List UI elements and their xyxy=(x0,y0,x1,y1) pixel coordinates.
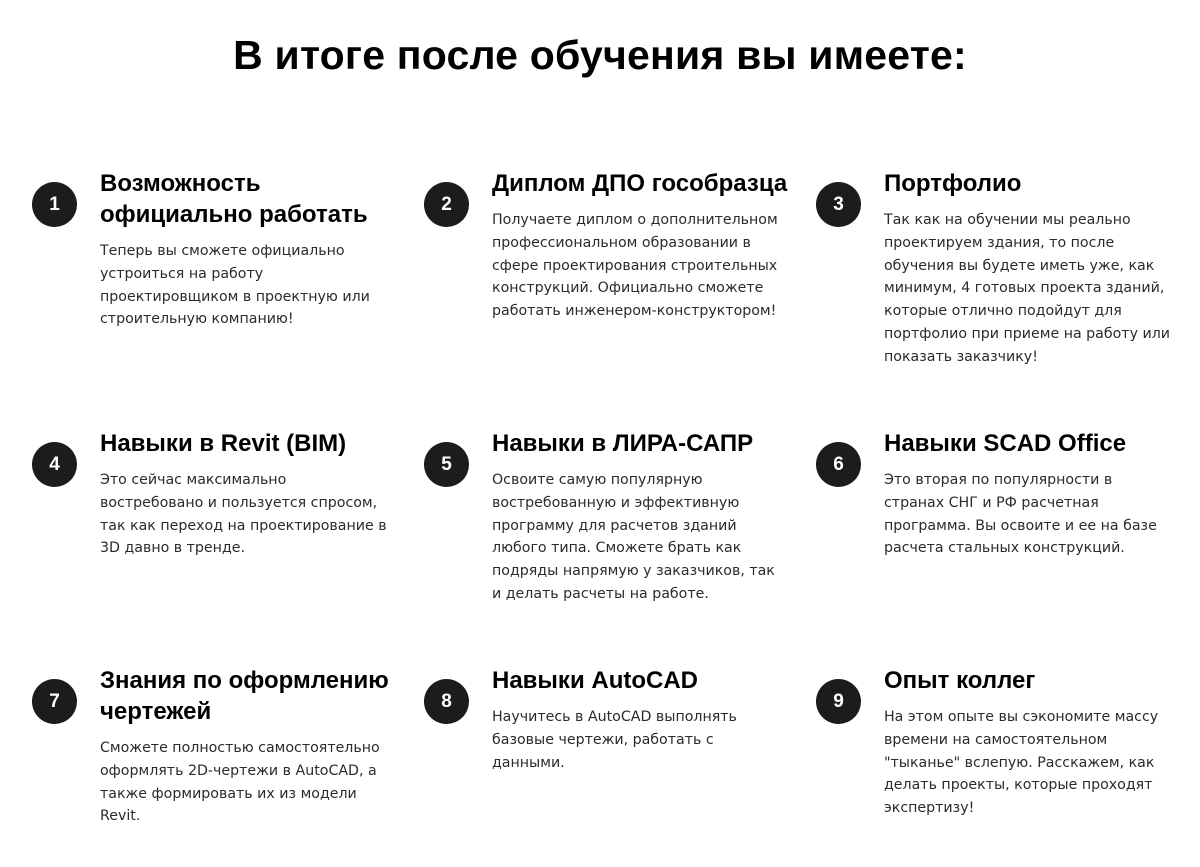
benefit-description: Это сейчас максимально востребовано и пользуется спросом, так как переход на проектирование в 3D давно в тренде. xyxy=(100,472,387,557)
benefit-title: Возможность официально работать xyxy=(100,170,368,228)
benefit-description: Научитесь в AutoCAD выполнять базовые чертежи, работать с данными. xyxy=(492,709,737,771)
benefit-title: Диплом ДПО гособразца xyxy=(492,170,788,197)
number-badge: 4 xyxy=(32,442,77,487)
page-title: В итоге после обучения вы имеете: xyxy=(233,32,967,78)
benefit-item-5 xyxy=(441,430,792,606)
benefit-item-8 xyxy=(441,667,792,774)
number-badge: 8 xyxy=(424,679,469,724)
benefit-description: Так как на обучении мы реально проектируем здания, то после обучения вы будете иметь уже, как минимум, 4 готовых проекта зданий, которые отлично подойдут для портфолио при приеме на работу или показать заказчику! xyxy=(884,212,1170,365)
benefit-item-6 xyxy=(833,430,1184,560)
benefit-description: Это вторая по популярности в странах СНГ и РФ расчетная программа. Вы освоите и ее на базе расчета стальных конструкций. xyxy=(884,472,1157,557)
benefit-title: Знания по оформлению чертежей xyxy=(100,667,389,725)
benefit-title: Опыт коллег xyxy=(884,667,1036,694)
benefit-description: Сможете полностью самостоятельно оформлять 2D-чертежи в AutoCAD, а также формировать их из модели Revit. xyxy=(100,740,380,825)
benefit-title: Навыки AutoCAD xyxy=(492,667,699,694)
number-badge: 5 xyxy=(424,442,469,487)
number-badge: 9 xyxy=(816,679,861,724)
number-badge: 2 xyxy=(424,182,469,227)
benefit-title: Навыки SCAD Office xyxy=(884,430,1127,457)
number-badge: 1 xyxy=(32,182,77,227)
number-badge: 7 xyxy=(32,679,77,724)
benefit-item-3 xyxy=(833,170,1184,369)
number-badge: 3 xyxy=(816,182,861,227)
benefit-title: Навыки в Revit (BIM) xyxy=(100,430,347,457)
benefit-item-1 xyxy=(49,170,400,331)
benefit-item-4 xyxy=(49,430,400,560)
benefit-description: Теперь вы сможете официально устроиться на работу проектировщиком в проектную или строительную компанию! xyxy=(100,243,370,328)
benefit-title: Портфолио xyxy=(884,170,1022,197)
benefit-item-2 xyxy=(441,170,792,323)
benefit-description: Получаете диплом о дополнительном профессиональном образовании в сфере проектирования строительных конструкций. Официально сможете работать инженером-конструктором! xyxy=(492,212,778,320)
benefit-item-9 xyxy=(833,667,1184,820)
benefit-description: Освоите самую популярную востребованную и эффективную программу для расчетов зданий любого типа. Сможете брать как подряды напрямую у заказчиков, так и делать расчеты на работе. xyxy=(492,472,775,602)
benefit-description: На этом опыте вы сэкономите массу времени на самостоятельном "тыканье" вслепую. Расскажем, как делать проекты, которые проходят экспертизу! xyxy=(884,709,1159,817)
benefit-title: Навыки в ЛИРА-САПР xyxy=(492,430,754,457)
benefit-item-7 xyxy=(49,667,400,828)
number-badge: 6 xyxy=(816,442,861,487)
